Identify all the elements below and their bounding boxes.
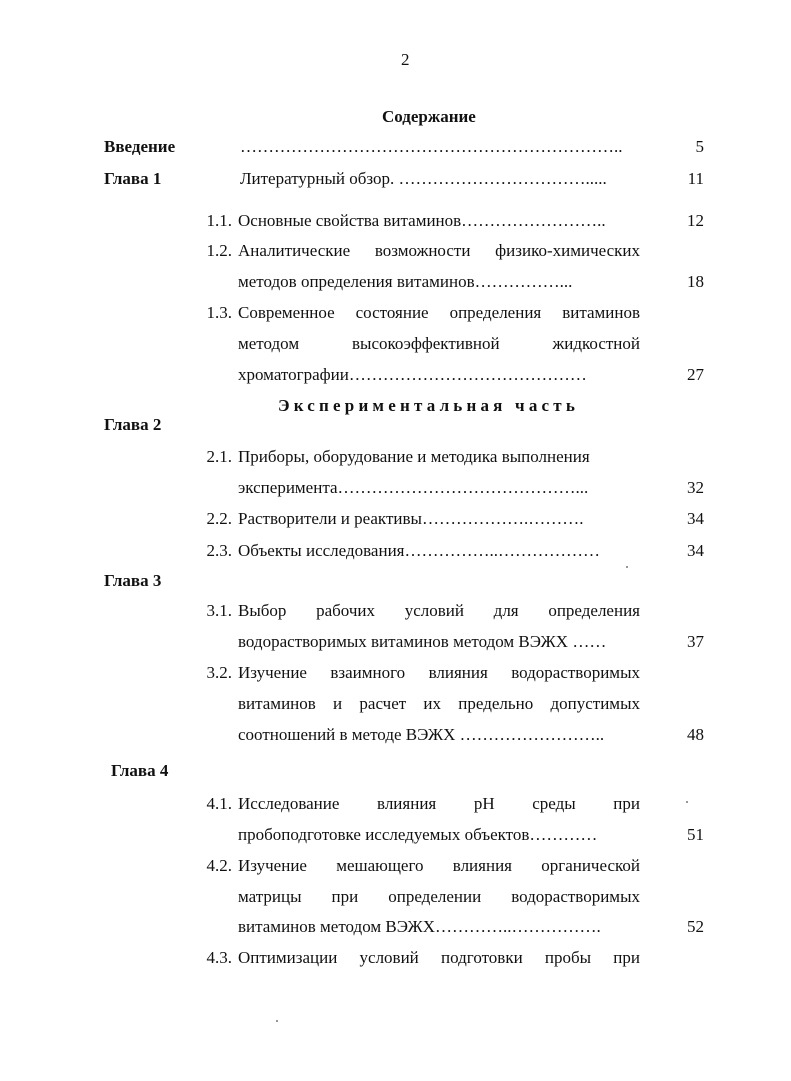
section-1-2-line-1: Аналитические возможности физико-химических [238, 241, 640, 260]
section-1-3-line-1: Современное состояние определения витаминов [238, 303, 640, 322]
section-1-3-line-3: хроматографии…………………………………… [238, 365, 587, 384]
section-2-1-number: 2.1. [206, 447, 232, 466]
chapter-4-label: Глава 4 [111, 761, 169, 780]
page-number: 2 [401, 50, 410, 69]
section-4-1-line-2: пробоподготовке исследуемых объектов………… [238, 825, 598, 844]
section-1-1-page: 12 [687, 211, 704, 230]
chapter-3-label: Глава 3 [104, 571, 162, 590]
chapter-1-label: Глава 1 [104, 169, 162, 188]
section-3-2-page: 48 [687, 725, 704, 744]
section-1-3-page: 27 [687, 365, 704, 384]
section-1-3-number: 1.3. [206, 303, 232, 322]
section-4-2-line-3: витаминов методом ВЭЖХ…………..……………. [238, 917, 601, 936]
section-3-1-page: 37 [687, 632, 704, 651]
section-4-3-line-1: Оптимизации условий подготовки пробы при [238, 948, 640, 967]
intro-page: 5 [695, 137, 704, 156]
section-3-1-line-2: водорастворимых витаминов методом ВЭЖХ …… [238, 632, 607, 651]
intro-label: Введение [104, 137, 176, 156]
experimental-part-heading: Экспериментальная часть [278, 396, 580, 415]
section-4-1-page: 51 [687, 825, 704, 844]
section-2-1-page: 32 [687, 478, 704, 497]
section-1-3-line-2: методом высокоэффективной жидкостной [238, 334, 640, 353]
section-2-3-title: Объекты исследования……………..……………… [238, 541, 600, 560]
section-2-3-number: 2.3. [206, 541, 232, 560]
section-4-1-line-1: Исследование влияния pH среды при [238, 794, 640, 813]
section-4-2-line-1: Изучение мешающего влияния органической [238, 856, 640, 875]
section-3-1-line-1: Выбор рабочих условий для определения [238, 601, 640, 620]
section-4-2-page: 52 [687, 917, 704, 936]
section-1-2-page: 18 [687, 272, 704, 291]
section-1-1-number: 1.1. [206, 211, 232, 230]
section-2-2-number: 2.2. [206, 509, 232, 528]
toc-title: Содержание [382, 107, 476, 126]
chapter-1-title: Литературный обзор. ……………………………..... [240, 169, 607, 188]
section-1-1-title: Основные свойства витаминов…………………….. [238, 211, 606, 230]
intro-dots: ………………………………………………………….. [240, 137, 623, 156]
scan-speck [626, 566, 628, 568]
section-2-3-page: 34 [687, 541, 704, 560]
scan-speck [276, 1020, 278, 1022]
section-4-3-number: 4.3. [206, 948, 232, 967]
section-4-2-number: 4.2. [206, 856, 232, 875]
section-3-2-line-1: Изучение взаимного влияния водорастворимых [238, 663, 640, 682]
section-1-2-number: 1.2. [206, 241, 232, 260]
section-3-1-number: 3.1. [206, 601, 232, 620]
scan-speck [686, 801, 688, 803]
section-2-1-line-1: Приборы, оборудование и методика выполнения [238, 447, 590, 466]
section-4-2-line-2: матрицы при определении водорастворимых [238, 887, 640, 906]
chapter-1-page: 11 [687, 169, 704, 188]
section-3-2-line-2: витаминов и расчет их предельно допустимых [238, 694, 640, 713]
section-3-2-line-3: соотношений в методе ВЭЖХ …………………….. [238, 725, 605, 744]
section-2-1-line-2: эксперимента……………………………………... [238, 478, 589, 497]
chapter-2-label: Глава 2 [104, 415, 162, 434]
section-4-1-number: 4.1. [206, 794, 232, 813]
section-3-2-number: 3.2. [206, 663, 232, 682]
section-2-2-title: Растворители и реактивы……………….………. [238, 509, 584, 528]
section-2-2-page: 34 [687, 509, 704, 528]
section-1-2-line-2: методов определения витаминов……………... [238, 272, 573, 291]
